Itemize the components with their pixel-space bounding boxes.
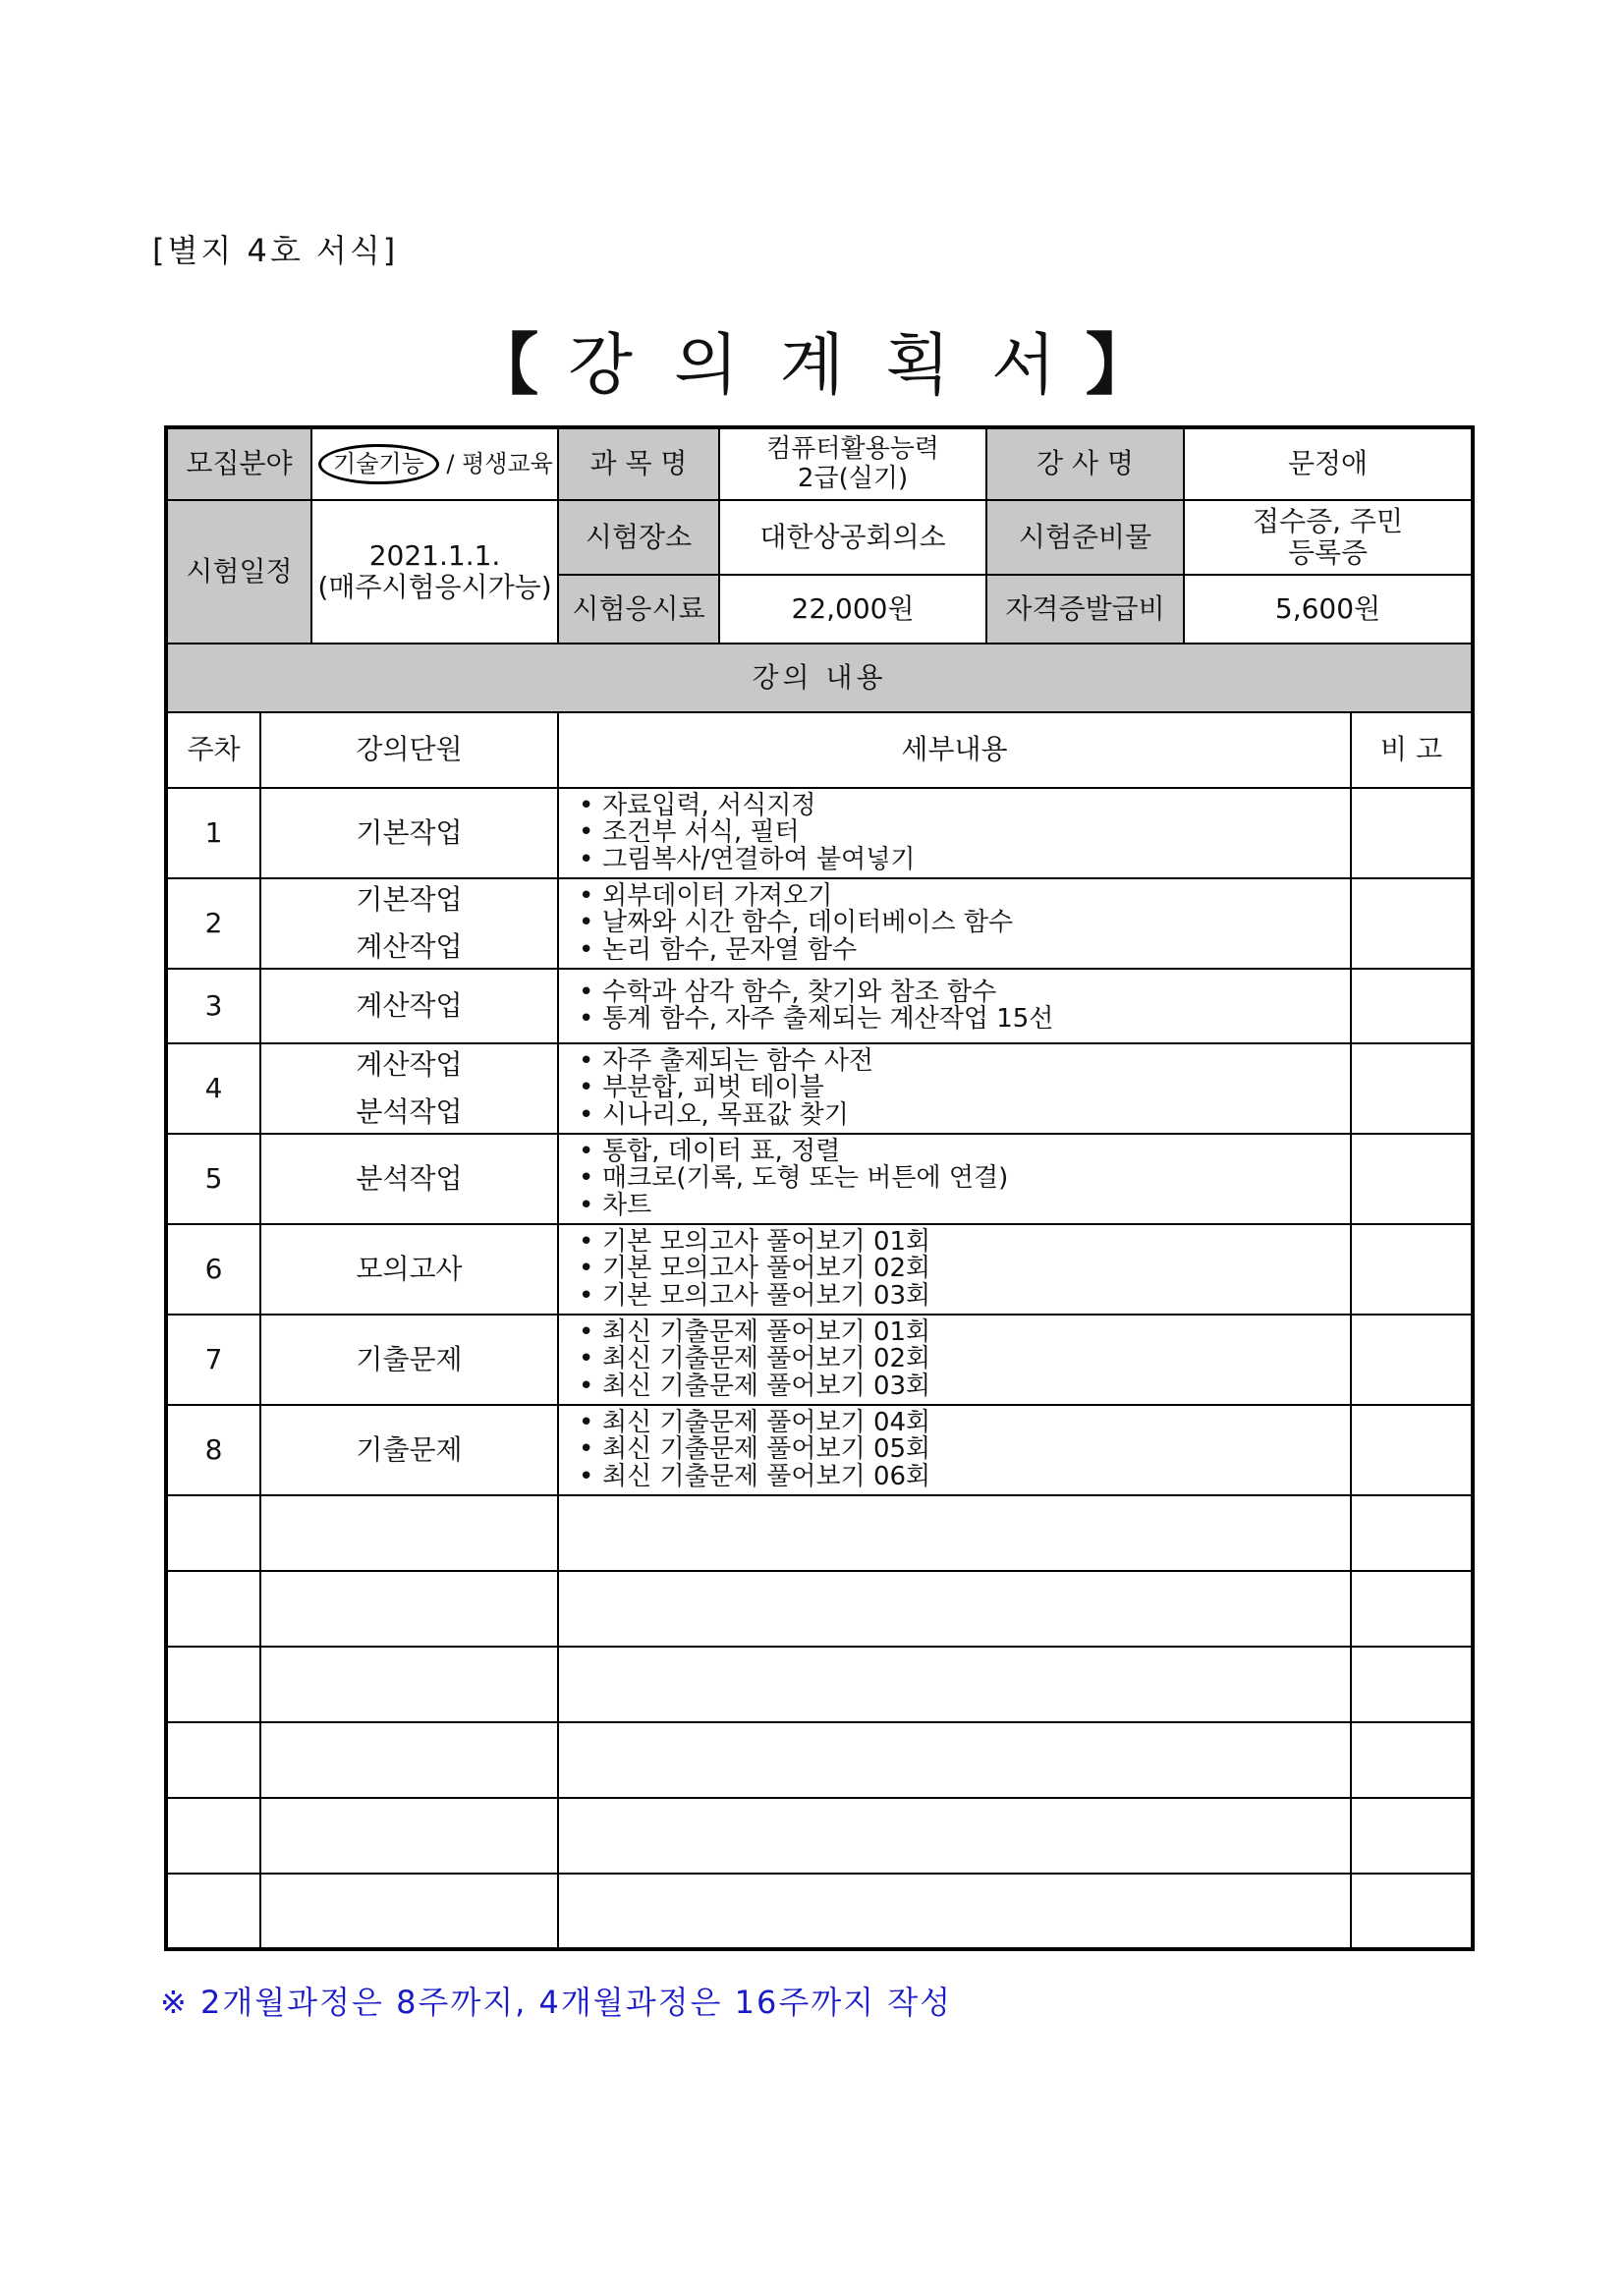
detail-text: 기본 모의고사 풀어보기 01회 <box>602 1227 931 1258</box>
form-number-label: [별지 4호 서식] <box>152 232 399 269</box>
unit-cell <box>260 1315 558 1405</box>
bullet-icon: • <box>579 1099 594 1130</box>
unit-cell <box>260 788 558 878</box>
note-cell <box>1351 878 1473 969</box>
detail-text: 최신 기출문제 풀어보기 04회 <box>602 1408 931 1438</box>
week-cell <box>166 1647 260 1722</box>
detail-text: 그림복사/연결하여 붙여넣기 <box>602 844 916 874</box>
bullet-icon: • <box>579 1344 594 1374</box>
instructor-label: 강 사 명 <box>986 427 1184 500</box>
detail-text: 수학과 삼각 함수, 찾기와 참조 함수 <box>602 977 997 1007</box>
week-cell: 7 <box>166 1315 260 1405</box>
detail-text: 자료입력, 서식지정 <box>602 791 816 821</box>
unit-cell <box>260 1405 558 1495</box>
week-cell: 2 <box>166 878 260 969</box>
details-cell <box>558 969 1351 1043</box>
title-close-bracket: 】 <box>1085 327 1152 405</box>
week-cell <box>166 1571 260 1647</box>
bullet-icon: • <box>579 1461 594 1491</box>
bullet-icon: • <box>579 1190 594 1220</box>
empty-table-row <box>166 1874 1473 1949</box>
table-row <box>166 1134 1473 1224</box>
bullet-icon: • <box>579 1163 594 1194</box>
bullet-icon: • <box>579 1280 594 1311</box>
empty-table-row <box>166 1722 1473 1798</box>
unit-text: 분석작업 <box>356 1161 463 1195</box>
unit-cell <box>260 969 558 1043</box>
exam-items-text: 접수증, 주민등록증 <box>1252 504 1404 569</box>
detail-line <box>579 1436 1350 1463</box>
detail-line <box>579 910 1350 936</box>
table-row <box>166 878 1473 969</box>
detail-text: 시나리오, 목표값 찾기 <box>602 1099 849 1130</box>
detail-line <box>579 883 1350 910</box>
details-cell <box>558 1315 1351 1405</box>
bullet-icon: • <box>579 791 594 821</box>
detail-text: 부분합, 피벗 테이블 <box>602 1073 824 1103</box>
field-options <box>311 427 558 500</box>
unit-cell <box>260 1043 558 1134</box>
details-cell <box>558 1647 1351 1722</box>
detail-line <box>579 844 1350 874</box>
note-cell <box>1351 1722 1473 1798</box>
bullet-icon: • <box>579 817 594 848</box>
detail-text: 최신 기출문제 풀어보기 02회 <box>602 1344 931 1374</box>
exam-items-label: 시험준비물 <box>986 500 1184 575</box>
unit-text: 기출문제 <box>356 1342 463 1375</box>
details-cell <box>558 1043 1351 1134</box>
empty-table-row <box>166 1798 1473 1874</box>
unit-cell <box>260 1874 558 1949</box>
details-cell <box>558 1874 1351 1949</box>
bullet-icon: • <box>579 844 594 874</box>
details-cell <box>558 1571 1351 1647</box>
week-cell <box>166 1874 260 1949</box>
exam-items-value <box>1184 500 1473 575</box>
detail-line <box>579 934 1350 965</box>
exam-fee-value: 22,000원 <box>719 575 986 644</box>
unit-text: 기출문제 <box>356 1432 463 1466</box>
detail-line <box>579 1229 1350 1256</box>
week-cell: 3 <box>166 969 260 1043</box>
unit-cell <box>260 1495 558 1571</box>
exam-date-cell <box>311 500 558 644</box>
empty-table-row <box>166 1571 1473 1647</box>
unit-cell <box>260 1134 558 1224</box>
details-cell <box>558 1224 1351 1315</box>
detail-text: 외부데이터 가져오기 <box>602 881 833 912</box>
table-row <box>166 1405 1473 1495</box>
table-row <box>166 969 1473 1043</box>
exam-date-value: 2021.1.1. <box>368 538 501 572</box>
note-cell <box>1351 1495 1473 1571</box>
document-title <box>0 312 1624 408</box>
cert-fee-label: 자격증발급비 <box>986 575 1184 644</box>
detail-line <box>579 1006 1350 1033</box>
unit-cell <box>260 1647 558 1722</box>
unit-cell <box>260 878 558 969</box>
unit-text: 모의고사 <box>356 1252 463 1285</box>
detail-text: 최신 기출문제 풀어보기 06회 <box>602 1461 931 1491</box>
note-cell <box>1351 1571 1473 1647</box>
detail-text: 기본 모의고사 풀어보기 02회 <box>602 1254 931 1284</box>
note-cell <box>1351 1315 1473 1405</box>
instructor-value: 문정애 <box>1184 427 1473 500</box>
bullet-icon: • <box>579 1004 594 1034</box>
unit-text: 계산작업 <box>356 930 463 963</box>
details-cell <box>558 788 1351 878</box>
note-cell <box>1351 969 1473 1043</box>
detail-line <box>579 1256 1350 1282</box>
exam-fee-label: 시험응시료 <box>558 575 719 644</box>
detail-line <box>579 793 1350 819</box>
field-option-other: / 평생교육 <box>446 449 553 477</box>
detail-text: 논리 함수, 문자열 함수 <box>602 934 858 965</box>
detail-text: 차트 <box>602 1190 652 1220</box>
section-title: 강의 내용 <box>166 644 1473 712</box>
footnote: ※ 2개월과정은 8주까지, 4개월과정은 16주까지 작성 <box>160 1984 953 2021</box>
detail-text: 통합, 데이터 표, 정렬 <box>602 1137 841 1167</box>
field-label: 모집분야 <box>166 427 311 500</box>
detail-line <box>579 1075 1350 1101</box>
week-cell <box>166 1495 260 1571</box>
bullet-icon: • <box>579 1137 594 1167</box>
week-cell: 8 <box>166 1405 260 1495</box>
detail-text: 최신 기출문제 풀어보기 05회 <box>602 1434 931 1465</box>
detail-line <box>579 1346 1350 1372</box>
detail-line <box>579 1461 1350 1491</box>
detail-line <box>579 1099 1350 1130</box>
bullet-icon: • <box>579 881 594 912</box>
bullet-icon: • <box>579 1371 594 1401</box>
table-row <box>166 788 1473 878</box>
unit-cell <box>260 1224 558 1315</box>
details-cell <box>558 1405 1351 1495</box>
week-cell <box>166 1722 260 1798</box>
detail-text: 자주 출제되는 함수 사전 <box>602 1046 873 1077</box>
detail-line <box>579 1280 1350 1311</box>
column-header-note: 비 고 <box>1351 712 1473 788</box>
bullet-icon: • <box>579 908 594 938</box>
note-cell <box>1351 1224 1473 1315</box>
unit-text: 계산작업 <box>356 988 463 1022</box>
cert-fee-value: 5,600원 <box>1184 575 1473 644</box>
exam-place-label: 시험장소 <box>558 500 719 575</box>
details-cell <box>558 1134 1351 1224</box>
subject-label: 과 목 명 <box>558 427 719 500</box>
subject-value-text: 컴퓨터활용능력 2급(실기) <box>766 433 939 493</box>
week-cell: 6 <box>166 1224 260 1315</box>
week-cell: 1 <box>166 788 260 878</box>
detail-text: 통계 함수, 자주 출제되는 계산작업 15선 <box>602 1004 1054 1034</box>
column-header-details: 세부내용 <box>558 712 1351 788</box>
week-cell: 4 <box>166 1043 260 1134</box>
column-header-unit: 강의단원 <box>260 712 558 788</box>
detail-text: 최신 기출문제 풀어보기 03회 <box>602 1371 931 1401</box>
detail-line <box>579 1165 1350 1192</box>
note-cell <box>1351 1043 1473 1134</box>
details-cell <box>558 1798 1351 1874</box>
detail-line <box>579 1190 1350 1220</box>
table-row <box>166 1043 1473 1134</box>
detail-line <box>579 1410 1350 1436</box>
bullet-icon: • <box>579 1073 594 1103</box>
unit-text: 기본작업 <box>356 882 463 916</box>
note-cell <box>1351 1405 1473 1495</box>
detail-line <box>579 1139 1350 1165</box>
detail-line <box>579 1048 1350 1075</box>
week-cell <box>166 1798 260 1874</box>
detail-line <box>579 819 1350 846</box>
exam-place-value: 대한상공회의소 <box>719 500 986 575</box>
bullet-icon: • <box>579 1046 594 1077</box>
bullet-icon: • <box>579 1227 594 1258</box>
bullet-icon: • <box>579 1254 594 1284</box>
empty-table-row <box>166 1647 1473 1722</box>
bullet-icon: • <box>579 934 594 965</box>
details-cell <box>558 878 1351 969</box>
exam-date-label: 시험일정 <box>166 500 311 644</box>
unit-text: 계산작업 <box>356 1047 463 1081</box>
unit-cell <box>260 1722 558 1798</box>
lecture-plan-table <box>164 425 1475 1951</box>
detail-text: 기본 모의고사 풀어보기 03회 <box>602 1280 931 1311</box>
detail-line <box>579 1373 1350 1400</box>
bullet-icon: • <box>579 1434 594 1465</box>
week-cell: 5 <box>166 1134 260 1224</box>
title-open-bracket: 【 <box>472 327 539 405</box>
empty-table-row <box>166 1495 1473 1571</box>
detail-text: 날짜와 시간 함수, 데이터베이스 함수 <box>602 908 1014 938</box>
detail-text: 매크로(기록, 도형 또는 버튼에 연결) <box>602 1163 1009 1194</box>
column-header-week: 주차 <box>166 712 260 788</box>
detail-text: 조건부 서식, 필터 <box>602 817 800 848</box>
bullet-icon: • <box>579 1408 594 1438</box>
bullet-icon: • <box>579 977 594 1007</box>
bullet-icon: • <box>579 1317 594 1348</box>
details-cell <box>558 1722 1351 1798</box>
table-row <box>166 1315 1473 1405</box>
unit-cell <box>260 1798 558 1874</box>
unit-cell <box>260 1571 558 1647</box>
exam-date-note: (매주시험응시가능) <box>317 571 552 603</box>
detail-text: 최신 기출문제 풀어보기 01회 <box>602 1317 931 1348</box>
note-cell <box>1351 1874 1473 1949</box>
note-cell <box>1351 1647 1473 1722</box>
note-cell <box>1351 1134 1473 1224</box>
detail-line <box>579 1319 1350 1346</box>
unit-text: 분석작업 <box>356 1095 463 1128</box>
unit-text: 기본작업 <box>356 815 463 849</box>
subject-value <box>719 427 986 500</box>
field-option-selected: 기술기능 <box>318 444 439 485</box>
title-text: 강의계획서 <box>568 327 1097 405</box>
note-cell <box>1351 788 1473 878</box>
note-cell <box>1351 1798 1473 1874</box>
details-cell <box>558 1495 1351 1571</box>
table-row <box>166 1224 1473 1315</box>
detail-line <box>579 977 1350 1007</box>
